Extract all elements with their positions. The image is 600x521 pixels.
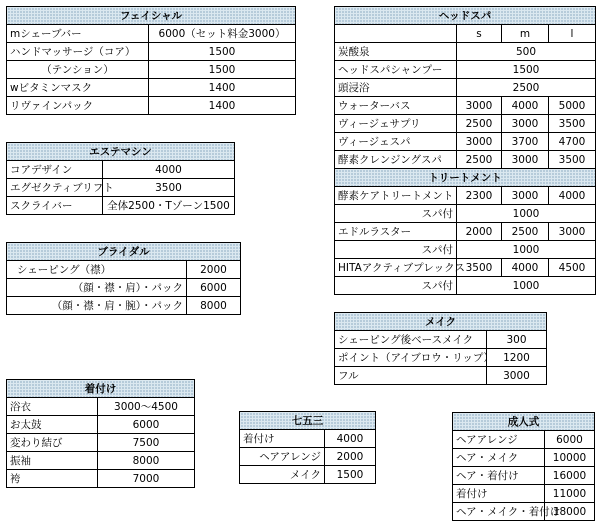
table-row	[335, 349, 547, 367]
price-l: 4500	[549, 259, 596, 277]
seijinshiki-price: 11000	[545, 485, 595, 503]
treatment-name: HITAアクティブプレックス	[335, 259, 457, 277]
shichigosan-title: 七五三	[240, 412, 376, 430]
shichigosan-name: メイク	[240, 466, 325, 484]
table-row	[335, 133, 596, 151]
bridal-name: （顔・襟・肩・腕）・パック	[7, 297, 187, 315]
seijinshiki-table	[452, 412, 595, 521]
price-m: 2500	[502, 223, 549, 241]
price-l: 3500	[549, 115, 596, 133]
table-row	[335, 223, 596, 241]
bridal-title: ブライダル	[7, 243, 241, 261]
table-row	[335, 241, 596, 259]
kitsuke-price: 6000	[98, 416, 195, 434]
esthe-name: コアデザイン	[7, 161, 103, 179]
table-row	[7, 197, 235, 215]
facial-name: （テンション）	[7, 61, 149, 79]
bridal-name: シェーピング（襟）	[7, 261, 187, 279]
kitsuke-name: 浴衣	[7, 398, 98, 416]
table-row	[7, 25, 296, 43]
headspa-price: 2500	[457, 79, 596, 97]
headspa-name: ヴィージェスパ	[335, 133, 457, 151]
table-row	[335, 151, 596, 169]
esthe-table	[6, 142, 235, 215]
size-s-label: s	[457, 25, 502, 43]
table-row	[7, 161, 235, 179]
seijinshiki-name: 着付け	[453, 485, 545, 503]
treatment-price: 1000	[457, 205, 596, 223]
price-l: 4700	[549, 133, 596, 151]
shichigosan-price: 2000	[325, 448, 376, 466]
facial-name: mシェーブバー	[7, 25, 149, 43]
facial-price: 1400	[149, 79, 296, 97]
table-row	[7, 97, 296, 115]
size-header-row	[335, 25, 596, 43]
treatment-price: 1000	[457, 241, 596, 259]
headspa-name: 頭浸浴	[335, 79, 457, 97]
facial-price: 1500	[149, 43, 296, 61]
table-row	[335, 61, 596, 79]
table-row	[7, 470, 195, 488]
table-row	[240, 448, 376, 466]
seijinshiki-price: 10000	[545, 449, 595, 467]
facial-table	[6, 6, 296, 115]
kitsuke-name: 袴	[7, 470, 98, 488]
make-price: 300	[487, 331, 547, 349]
kitsuke-price: 7000	[98, 470, 195, 488]
shichigosan-table	[239, 411, 376, 484]
table-row	[7, 179, 235, 197]
make-price: 3000	[487, 367, 547, 385]
table-row	[335, 43, 596, 61]
treatment-name: スパ付	[335, 277, 457, 295]
price-l: 5000	[549, 97, 596, 115]
facial-name: リヴァインパック	[7, 97, 149, 115]
price-s: 3500	[457, 259, 502, 277]
price-s: 2500	[457, 115, 502, 133]
esthe-name: エグゼクティブリフト	[7, 179, 103, 197]
shichigosan-name: ヘアアレンジ	[240, 448, 325, 466]
headspa-table	[334, 6, 596, 295]
price-m: 3000	[502, 151, 549, 169]
facial-price: 1400	[149, 97, 296, 115]
kitsuke-name: 変わり結び	[7, 434, 98, 452]
table-row	[335, 205, 596, 223]
esthe-price: 3500	[103, 179, 235, 197]
seijinshiki-title: 成人式	[453, 413, 595, 431]
headspa-title: ヘッドスパ	[335, 7, 596, 25]
table-row	[335, 187, 596, 205]
make-name: フル	[335, 367, 487, 385]
table-row	[335, 97, 596, 115]
table-row	[7, 434, 195, 452]
price-l: 3500	[549, 151, 596, 169]
table-row	[7, 452, 195, 470]
headspa-price: 500	[457, 43, 596, 61]
headspa-name: ウォーターバス	[335, 97, 457, 115]
esthe-name: スクライバー	[7, 197, 103, 215]
bridal-name: （顔・襟・肩）・パック	[7, 279, 187, 297]
kitsuke-table	[6, 379, 195, 488]
table-row	[335, 79, 596, 97]
size-l-label: l	[549, 25, 596, 43]
size-m-label: m	[502, 25, 549, 43]
table-row	[7, 61, 296, 79]
facial-price: 1500	[149, 61, 296, 79]
make-name: シェーピング後ベースメイク	[335, 331, 487, 349]
price-m: 3700	[502, 133, 549, 151]
kitsuke-price: 3000～4500	[98, 398, 195, 416]
price-l: 4000	[549, 187, 596, 205]
price-s: 2300	[457, 187, 502, 205]
kitsuke-name: 振袖	[7, 452, 98, 470]
make-price: 1200	[487, 349, 547, 367]
price-l: 3000	[549, 223, 596, 241]
esthe-price: 4000	[103, 161, 235, 179]
seijinshiki-price: 18000	[545, 503, 595, 521]
kitsuke-title: 着付け	[7, 380, 195, 398]
table-row	[453, 503, 595, 521]
headspa-price: 1500	[457, 61, 596, 79]
price-m: 4000	[502, 97, 549, 115]
table-row	[240, 430, 376, 448]
kitsuke-name: お太鼓	[7, 416, 98, 434]
table-row	[453, 449, 595, 467]
table-row	[335, 115, 596, 133]
table-row	[335, 367, 547, 385]
treatment-name: スパ付	[335, 205, 457, 223]
table-row	[7, 416, 195, 434]
price-s: 2500	[457, 151, 502, 169]
facial-title: フェイシャル	[7, 7, 296, 25]
headspa-name: 酵素クレンジングスパ	[335, 151, 457, 169]
seijinshiki-name: ヘアアレンジ	[453, 431, 545, 449]
table-row	[7, 279, 241, 297]
table-row	[453, 431, 595, 449]
table-row	[7, 261, 241, 279]
facial-price: 6000（セット料金3000）	[149, 25, 296, 43]
make-name: ポイント（アイブロウ・リップ）	[335, 349, 487, 367]
table-row	[335, 277, 596, 295]
table-row	[335, 331, 547, 349]
make-title: メイク	[335, 313, 547, 331]
table-row	[335, 259, 596, 277]
price-s: 3000	[457, 133, 502, 151]
headspa-name: ヘッドスパシャンプー	[335, 61, 457, 79]
treatment-title: トリートメント	[335, 169, 596, 187]
price-m: 4000	[502, 259, 549, 277]
esthe-price: 全体2500・Tゾーン1500	[103, 197, 235, 215]
table-row	[453, 467, 595, 485]
table-row	[240, 466, 376, 484]
esthe-title: エステマシン	[7, 143, 235, 161]
price-s: 3000	[457, 97, 502, 115]
table-row	[453, 485, 595, 503]
table-row	[7, 297, 241, 315]
price-m: 3000	[502, 115, 549, 133]
table-row	[7, 398, 195, 416]
table-row	[7, 43, 296, 61]
seijinshiki-name: ヘア・着付け	[453, 467, 545, 485]
price-s: 2000	[457, 223, 502, 241]
treatment-name: 酵素ケアトリートメント	[335, 187, 457, 205]
headspa-name: ヴィージェサプリ	[335, 115, 457, 133]
headspa-name: 炭酸泉	[335, 43, 457, 61]
shichigosan-name: 着付け	[240, 430, 325, 448]
treatment-price: 1000	[457, 277, 596, 295]
treatment-name: スパ付	[335, 241, 457, 259]
seijinshiki-price: 16000	[545, 467, 595, 485]
make-table	[334, 312, 547, 385]
kitsuke-price: 8000	[98, 452, 195, 470]
shichigosan-price: 4000	[325, 430, 376, 448]
facial-name: ハンドマッサージ（コア）	[7, 43, 149, 61]
price-m: 3000	[502, 187, 549, 205]
facial-name: wビタミンマスク	[7, 79, 149, 97]
bridal-price: 6000	[187, 279, 241, 297]
seijinshiki-price: 6000	[545, 431, 595, 449]
bridal-price: 8000	[187, 297, 241, 315]
bridal-price: 2000	[187, 261, 241, 279]
seijinshiki-name: ヘア・メイク	[453, 449, 545, 467]
bridal-table	[6, 242, 241, 315]
shichigosan-price: 1500	[325, 466, 376, 484]
table-row	[7, 79, 296, 97]
kitsuke-price: 7500	[98, 434, 195, 452]
seijinshiki-name: ヘア・メイク・着付け	[453, 503, 545, 521]
treatment-name: エドルラスター	[335, 223, 457, 241]
